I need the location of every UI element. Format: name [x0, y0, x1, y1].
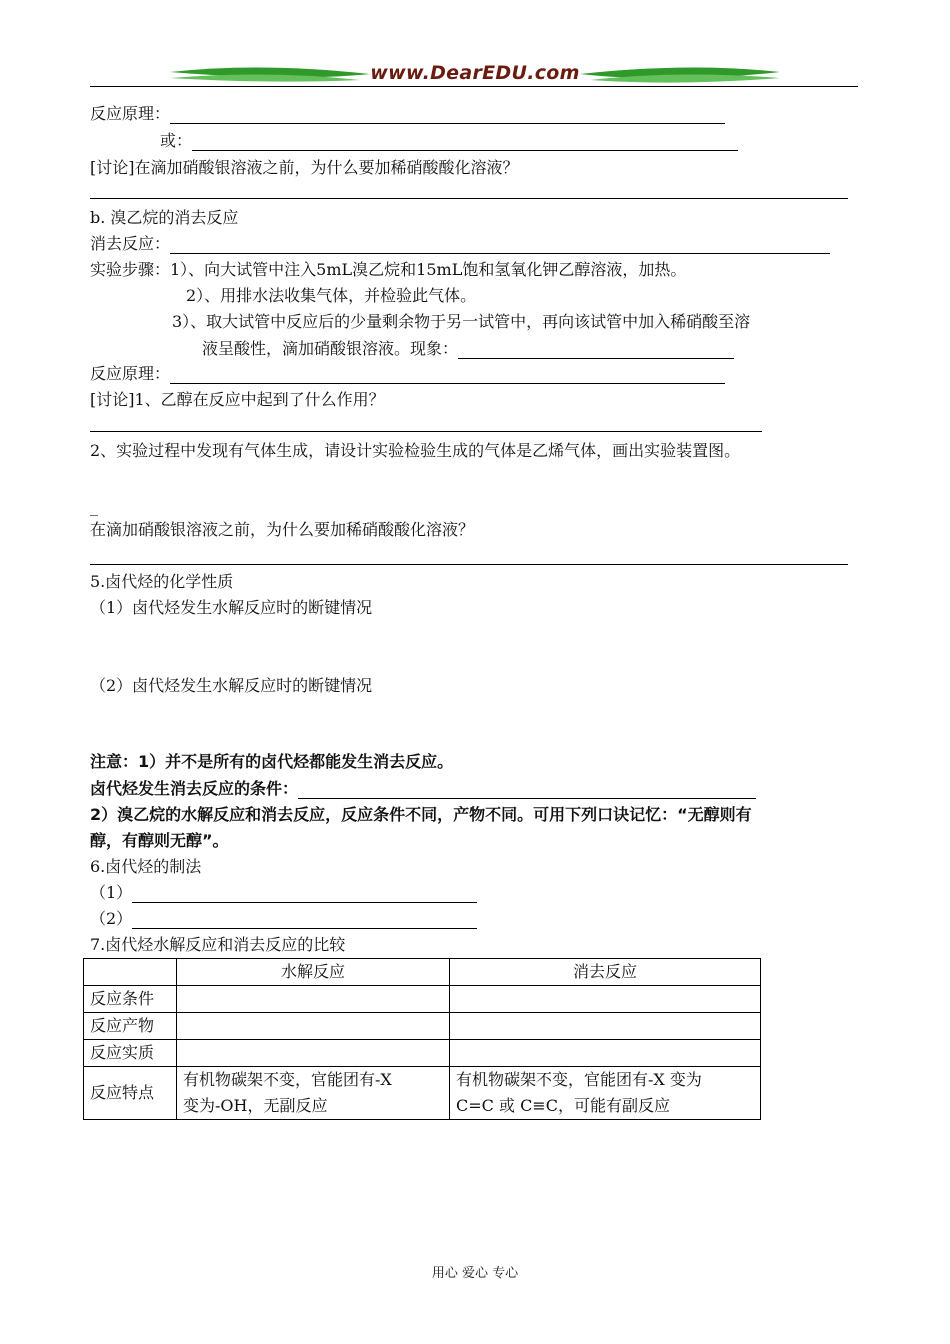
step-1: 实验步骤：1）、向大试管中注入5mL溴乙烷和15mL饱和氢氧化钾乙醇溶液，加热。: [90, 260, 687, 279]
line-principle-1: 反应原理：: [90, 104, 725, 124]
cell-text: 变为-OH，无副反应: [183, 1096, 328, 1115]
logo-text: www.DearEDU.com: [370, 62, 580, 84]
discussion-question-4: 在滴加硝酸银溶液之前，为什么要加稀硝酸酸化溶液？: [90, 520, 475, 539]
blank-field[interactable]: [170, 107, 725, 124]
page-footer: 用心 爱心 专心: [431, 1266, 519, 1281]
method-1: （1）: [90, 883, 477, 903]
table-header-cell: 消去反应: [450, 959, 761, 986]
note-2: 2）溴乙烷的水解反应和消去反应，反应条件不同，产物不同。可用下列口诀记忆：“无醇则有: [90, 805, 752, 824]
discussion-question-3: 2、实验过程中发现有气体生成，请设计实验检验生成的气体是乙烯气体，画出实验装置图。: [90, 441, 741, 460]
discussion-question-2: [讨论]1、乙醇在反应中起到了什么作用？: [90, 390, 385, 409]
line-principle-2: 反应原理：: [90, 364, 725, 384]
discussion-question-1: [讨论]在滴加硝酸银溶液之前，为什么要加稀硝酸酸化溶液？: [90, 158, 519, 177]
line-elimination: 消去反应：: [90, 234, 830, 254]
table-cell: [450, 1067, 761, 1120]
blank-field[interactable]: [170, 237, 830, 254]
table-cell[interactable]: [177, 986, 450, 1013]
blank-field[interactable]: [298, 782, 756, 799]
section-5-item-1: （1）卤代烃发生水解反应时的断键情况: [90, 598, 373, 617]
cell-text: C=C 或 C≡C，可能有副反应: [456, 1096, 670, 1115]
table-cell[interactable]: [450, 1040, 761, 1067]
blank-field[interactable]: [170, 367, 725, 384]
line-or: 或：: [160, 131, 738, 151]
cell-text: 有机物碳架不变，官能团有-X 变为: [456, 1070, 702, 1089]
row-label: 反应实质: [84, 1040, 177, 1067]
table-cell[interactable]: [177, 1013, 450, 1040]
table-row: [84, 1067, 761, 1120]
row-label: 反应产物: [84, 1013, 177, 1040]
stray-underscore: _: [90, 497, 98, 516]
note-1: 注意：1）并不是所有的卤代烃都能发生消去反应。: [90, 752, 454, 771]
section-7-title: 7.卤代烃水解反应和消去反应的比较: [90, 935, 346, 954]
note-2-cont: 醇，有醇则无醇”。: [90, 831, 229, 850]
answer-line[interactable]: [90, 564, 848, 565]
comparison-table: [83, 958, 761, 1120]
step-3-cont: 液呈酸性，滴加硝酸银溶液。现象：: [202, 339, 734, 359]
header-rule: [90, 86, 858, 87]
table-header-row: [84, 959, 761, 986]
note-condition: 卤代烃发生消去反应的条件：: [90, 779, 756, 799]
table-row: [84, 1040, 761, 1067]
table-header-cell: [84, 959, 177, 986]
section-5-item-2: （2）卤代烃发生水解反应时的断键情况: [90, 676, 373, 695]
step-2: 2）、用排水法收集气体，并检验此气体。: [186, 286, 477, 305]
row-label: 反应条件: [84, 986, 177, 1013]
blank-field[interactable]: [132, 886, 477, 903]
table-cell[interactable]: [450, 986, 761, 1013]
section-5-title: 5.卤代烃的化学性质: [90, 572, 234, 591]
cell-text: 有机物碳架不变，官能团有-X: [183, 1070, 392, 1089]
section-b-title: b. 溴乙烷的消去反应: [90, 208, 239, 227]
table-header-cell: 水解反应: [177, 959, 450, 986]
answer-line[interactable]: [90, 198, 848, 199]
method-2: （2）: [90, 909, 477, 929]
step-3: 3）、取大试管中反应后的少量剩余物于另一试管中，再向该试管中加入稀硝酸至溶: [172, 312, 751, 331]
blank-field[interactable]: [458, 342, 734, 359]
answer-line[interactable]: [90, 431, 762, 432]
table-cell: [177, 1067, 450, 1120]
table-row: [84, 1013, 761, 1040]
table-cell[interactable]: [177, 1040, 450, 1067]
section-6-title: 6.卤代烃的制法: [90, 857, 202, 876]
table-cell[interactable]: [450, 1013, 761, 1040]
blank-field[interactable]: [132, 912, 477, 929]
blank-field[interactable]: [192, 134, 738, 151]
table-row: [84, 986, 761, 1013]
row-label: 反应特点: [84, 1067, 177, 1120]
